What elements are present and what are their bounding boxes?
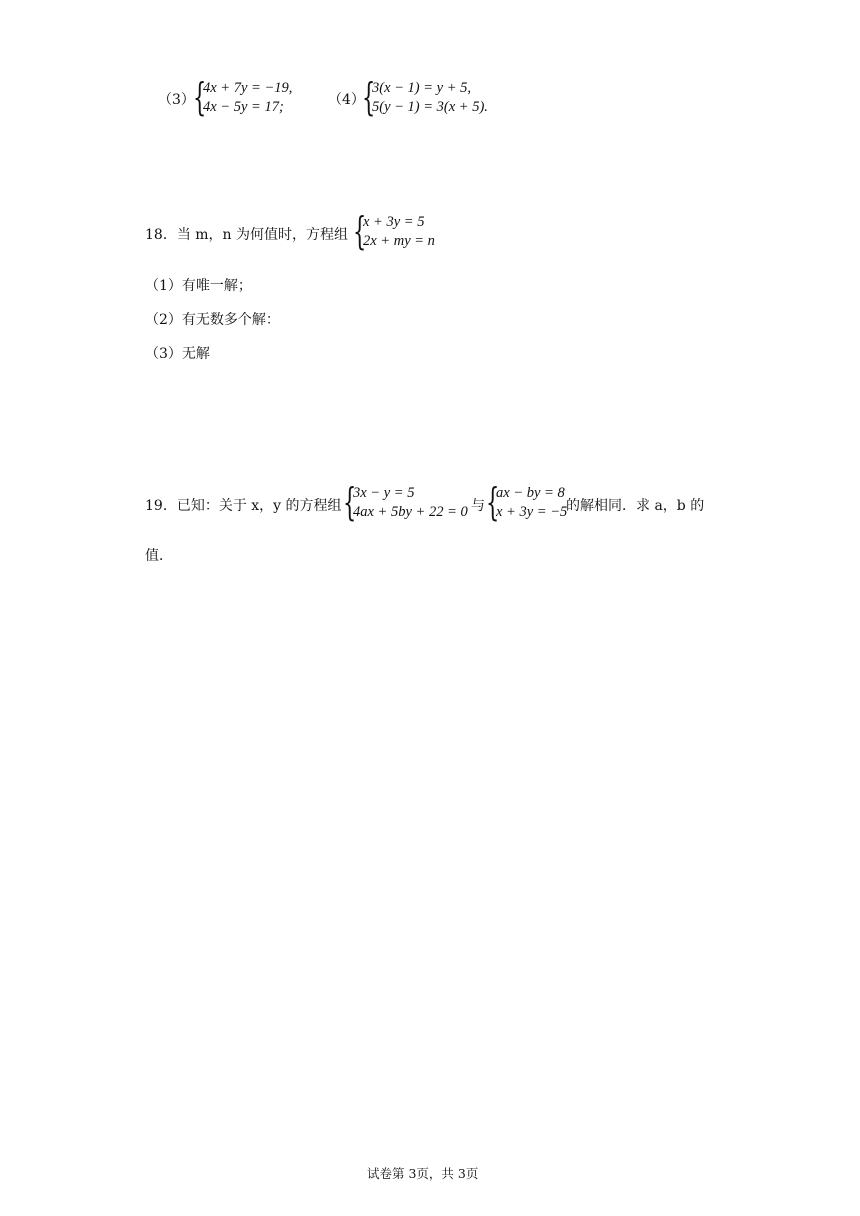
equation-line-1: ax − by = 8	[496, 485, 565, 501]
left-brace: {	[343, 480, 357, 524]
problem-18-item-3: （3）无解	[145, 346, 210, 362]
equation-line-1: 3x − y = 5	[353, 485, 415, 501]
part-4-label: （4）	[328, 92, 365, 108]
equation-line-2: 4x − 5y = 17;	[203, 99, 284, 115]
problem-19-suffix: 的解相同．求 a，b 的	[566, 498, 705, 514]
system-problem-19-first	[343, 480, 468, 524]
equation-line-2: x + 3y = −5	[496, 504, 568, 520]
system-problem-18	[353, 209, 435, 253]
equation-line-2: 4ax + 5by + 22 = 0	[353, 504, 468, 520]
problem-18-item-1: （1）有唯一解；	[145, 278, 252, 294]
system-part-4	[362, 75, 488, 119]
system-problem-19-second	[486, 480, 568, 524]
left-brace: {	[362, 75, 376, 119]
equation-line-2: 5(y − 1) = 3(x + 5).	[372, 99, 488, 115]
page-footer: 试卷第 3页，共 3页	[367, 1166, 479, 1181]
problem-18-item-2: （2）有无数多个解：	[145, 312, 280, 328]
connector-text: 与	[471, 498, 485, 514]
equation-line-2: 2x + my = n	[363, 233, 435, 249]
problem-19-prompt: 19．已知：关于 x，y 的方程组	[145, 498, 342, 514]
part-3-label: （3）	[158, 92, 195, 108]
equation-line-1: x + 3y = 5	[363, 214, 425, 230]
equation-line-1: 4x + 7y = −19,	[203, 80, 293, 96]
left-brace: {	[486, 480, 500, 524]
problem-18-prompt: 18．当 m，n 为何值时，方程组	[145, 227, 349, 243]
problem-19-continuation: 值．	[145, 548, 173, 564]
left-brace: {	[193, 75, 207, 119]
system-part-3	[193, 75, 293, 119]
equation-line-1: 3(x − 1) = y + 5,	[372, 80, 472, 96]
left-brace: {	[353, 209, 367, 253]
